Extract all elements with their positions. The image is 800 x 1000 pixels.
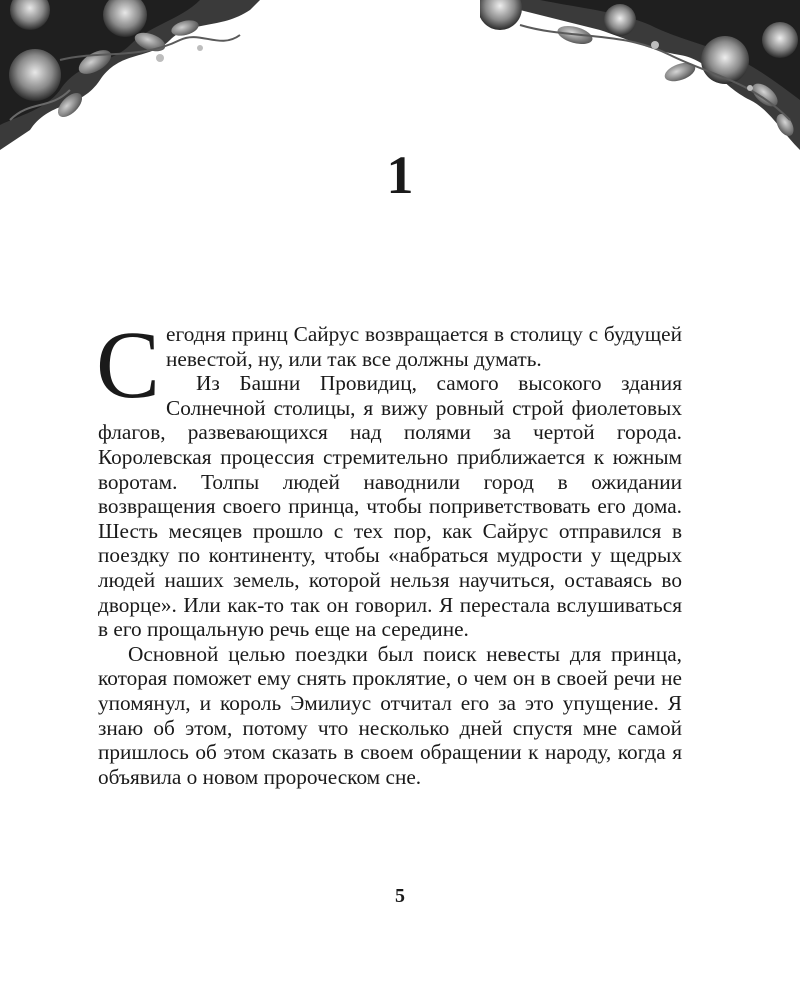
paragraph — [96, 311, 682, 418]
floral-corner-ornament-left — [0, 0, 260, 150]
paragraph-text: егодня принц Сайрус возвращается в столицу с будущей невестой, ну, или так все должны думать. — [166, 322, 682, 371]
page-number: 5 — [395, 885, 405, 907]
paragraph-text: Основной целью поездки был поиск невесты для принца, которая поможет ему снять проклятие, о чем он в своей речи не упомянул, и король Эмилиус отчитал его за это упущение. Я знаю об этом, потому что несколько дней спустя мне самой пришлось об этом сказать в своем обращении к народу, когда я объявила о новом пророческом сне. — [98, 641, 682, 789]
floral-corner-ornament-right — [480, 0, 800, 150]
chapter-number: 1 — [386, 145, 414, 205]
paragraph — [98, 371, 682, 642]
drop-cap: С — [96, 311, 161, 418]
paragraph-text: Из Башни Провидиц, самого высокого здания Солнечной столицы, я вижу ровный строй фиолетовых флагов, развевающихся над полями за чертой города. Королевская процессия стремительно приближается к южным воротам. Толпы людей наводнили город в ожидании возвращения своего принца, чтобы поприветствовать его дома. Шесть месяцев прошло с тех пор, как Сайрус отправился в поездку по континенту, чтобы «набраться мудрости у щедрых людей наших земель, которой нельзя научиться, оставаясь во дворце». Или как-то так он говорил. Я перестала вслушиваться в его прощальную речь еще на середине. — [98, 371, 682, 642]
paragraph — [98, 642, 682, 790]
chapter-body-text — [96, 311, 682, 789]
